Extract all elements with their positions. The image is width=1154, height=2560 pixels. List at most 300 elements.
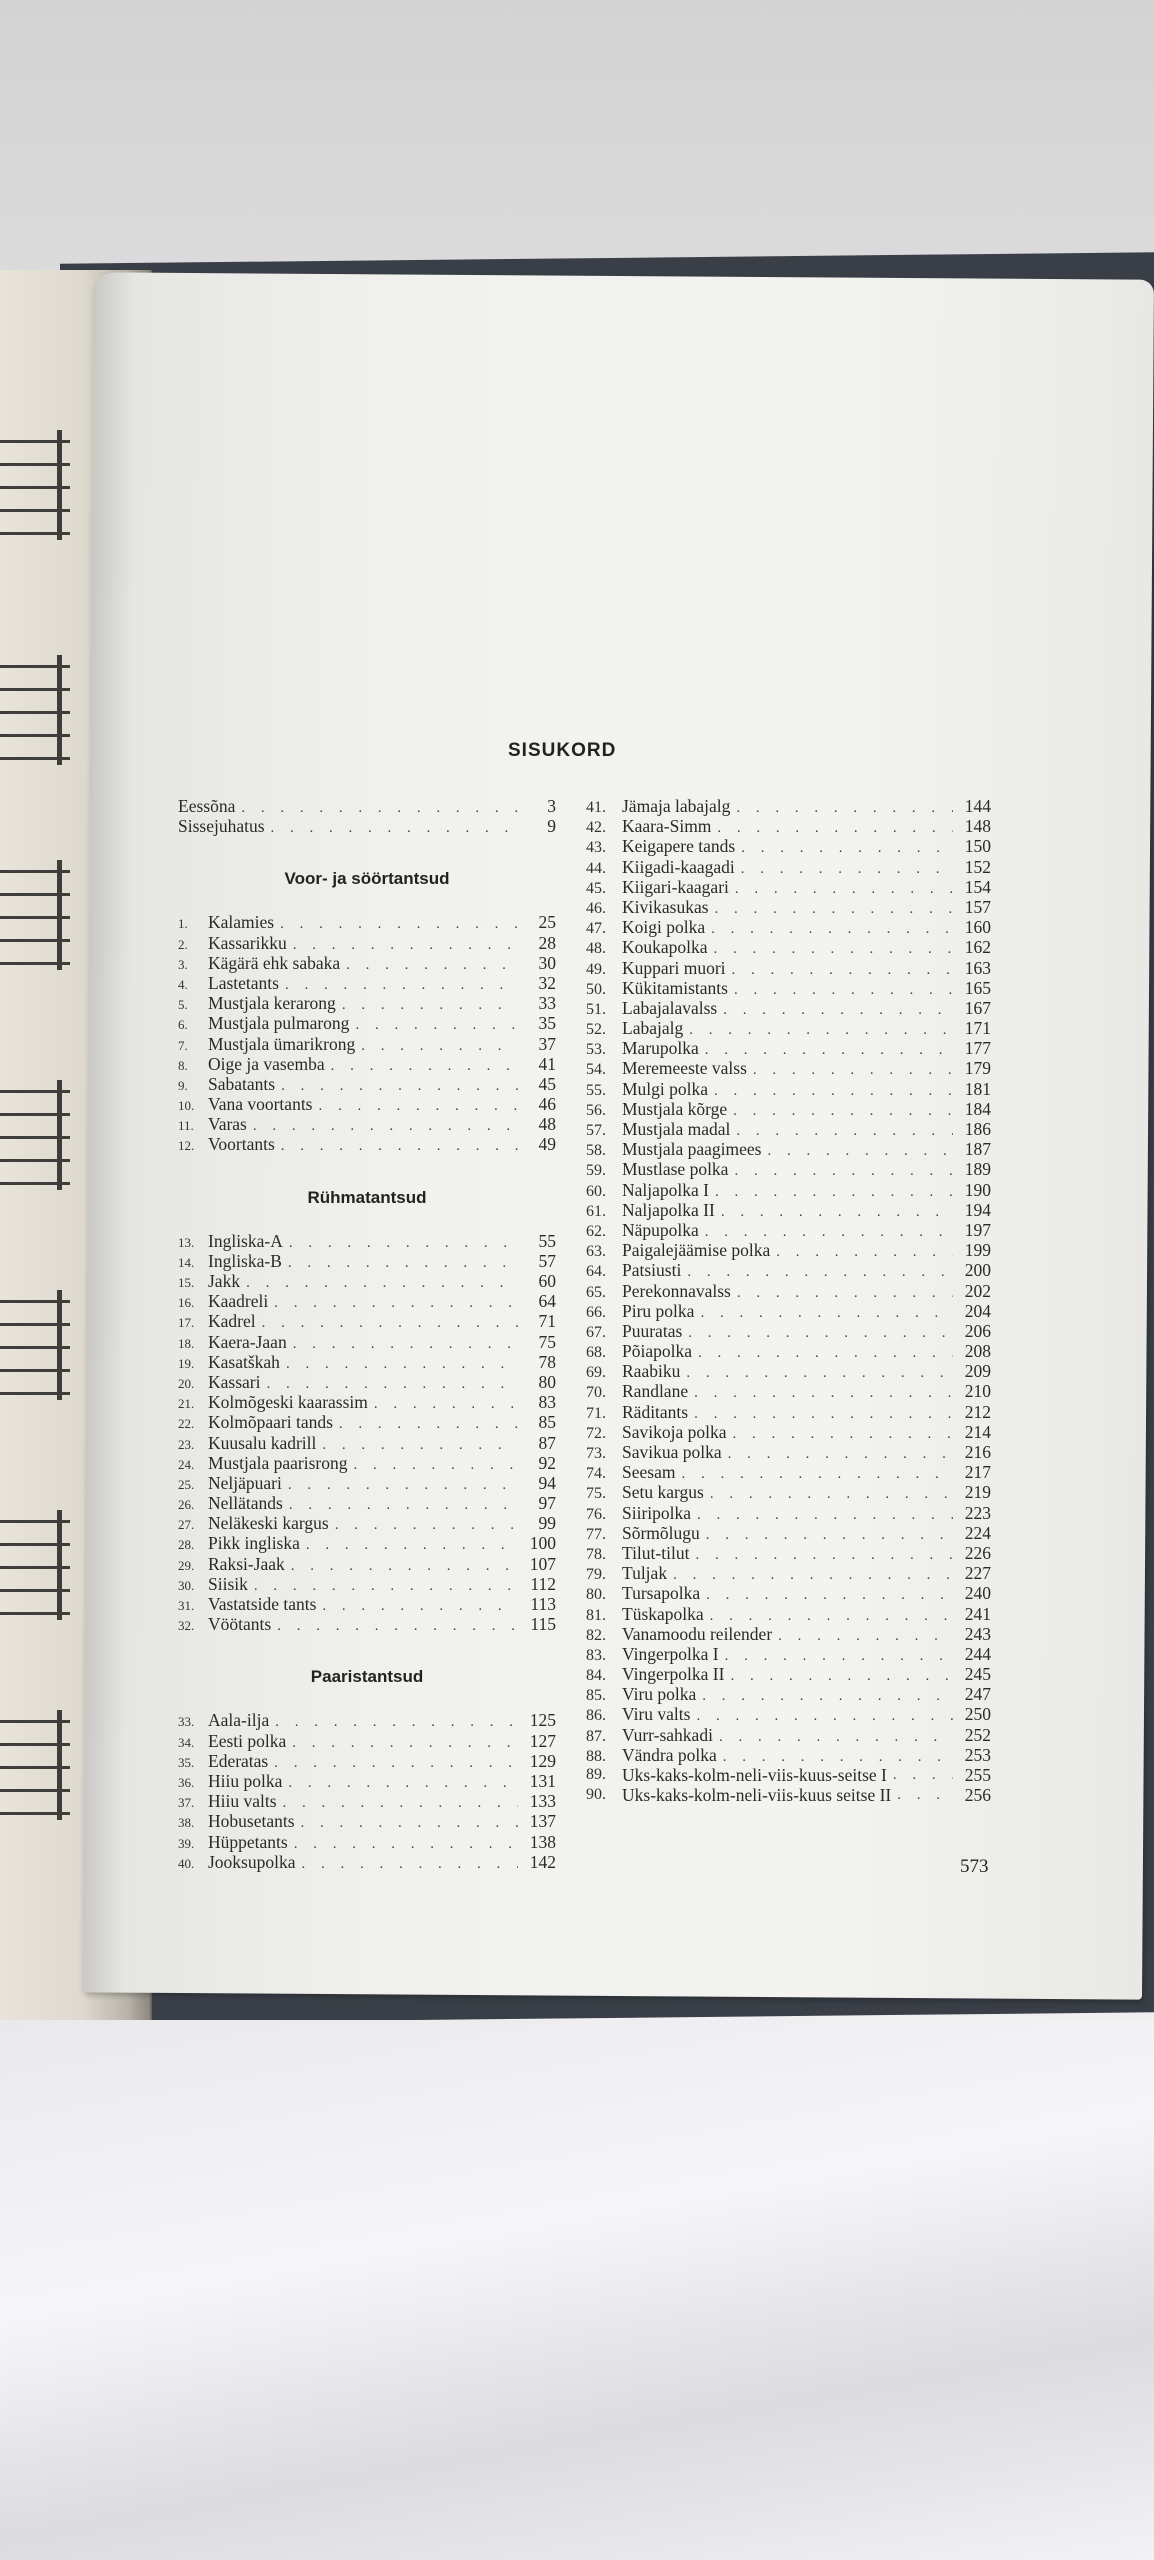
leader-dots [289, 1495, 518, 1515]
toc-entry [586, 1482, 991, 1502]
entry-number: 6. [178, 1017, 188, 1033]
leader-dots [241, 798, 518, 818]
toc-entry [178, 1392, 556, 1412]
entry-page: 9 [547, 816, 556, 837]
toc-entry [178, 1791, 556, 1811]
entry-page: 187 [964, 1139, 991, 1160]
toc-entry [586, 1018, 991, 1038]
entry-number: 14. [178, 1254, 195, 1270]
entry-number: 68. [586, 1344, 606, 1362]
entry-name: Nellätands [208, 1493, 283, 1514]
entry-page: 223 [964, 1502, 991, 1523]
entry-page: 83 [538, 1392, 556, 1413]
music-staff [0, 645, 70, 780]
entry-page: 97 [538, 1493, 556, 1514]
entry-page: 129 [529, 1750, 556, 1771]
leader-dots [281, 1136, 518, 1156]
toc-entry [586, 1301, 991, 1321]
leader-dots [262, 1313, 518, 1333]
entry-number: 71. [586, 1404, 606, 1422]
entry-name: Sissejuhatus [178, 816, 265, 837]
leader-dots [706, 1525, 953, 1545]
entry-number: 35. [178, 1754, 195, 1770]
entry-name: Oige ja vasemba [208, 1053, 325, 1074]
leader-dots [274, 1753, 518, 1773]
leader-dots [266, 1374, 518, 1394]
toc-entry [178, 816, 556, 836]
toc-entry [586, 1321, 991, 1341]
entry-number: 20. [178, 1375, 195, 1391]
entry-number: 15. [178, 1275, 195, 1290]
entry-name: Ingliska-B [208, 1250, 282, 1271]
entry-page: 100 [529, 1533, 556, 1554]
entry-name: Hiiu valts [208, 1791, 277, 1812]
entry-number: 83. [586, 1646, 606, 1664]
entry-page: 71 [538, 1311, 556, 1332]
entry-name: Räditants [622, 1401, 689, 1422]
toc-entry [586, 836, 991, 856]
entry-name: Neläkeski kargus [208, 1513, 329, 1534]
toc-entry [178, 1731, 556, 1751]
entry-name: Voortants [208, 1134, 275, 1155]
entry-page: 99 [538, 1513, 556, 1534]
leader-dots [322, 1596, 518, 1616]
entry-number: 40. [178, 1855, 195, 1871]
entry-name: Kaadreli [208, 1291, 269, 1312]
entry-page: 171 [964, 1018, 991, 1039]
entry-page: 247 [964, 1684, 991, 1705]
toc-entry [178, 1433, 556, 1453]
entry-number: 90. [586, 1786, 606, 1804]
entry-page: 64 [538, 1291, 556, 1312]
leader-dots [778, 1626, 953, 1646]
entry-name: Kiigari-kaagari [622, 876, 729, 897]
entry-page: 200 [964, 1260, 991, 1281]
entry-name: Mustjala madal [622, 1119, 731, 1139]
leader-dots [728, 1444, 953, 1464]
entry-name: Meremeeste valss [622, 1058, 747, 1079]
leader-dots [283, 1793, 518, 1813]
entry-name: Viru polka [622, 1684, 697, 1705]
entry-number: 21. [178, 1396, 195, 1412]
leader-dots [706, 1585, 953, 1605]
leader-dots [339, 1414, 518, 1434]
leader-dots [733, 1101, 953, 1121]
leader-dots [732, 960, 953, 980]
entry-name: Kaara-Simm [622, 816, 712, 837]
toc-entry [586, 1725, 991, 1745]
entry-page: 209 [964, 1361, 991, 1382]
entry-page: 80 [538, 1371, 556, 1392]
entry-name: Kassarikku [208, 932, 287, 953]
entry-page: 157 [964, 896, 991, 917]
entry-name: Kalamies [208, 912, 275, 933]
contents-right-column [586, 796, 991, 1805]
toc-entry [586, 1402, 991, 1422]
entry-page: 45 [538, 1073, 556, 1094]
entry-number: 81. [586, 1606, 606, 1624]
entry-page: 256 [964, 1785, 991, 1806]
leader-dots [711, 919, 953, 939]
entry-name: Uks-kaks-kolm-neli-viis-kuus seitse II [622, 1785, 892, 1806]
entry-name: Kolmõpaari tands [208, 1412, 333, 1433]
entry-page: 210 [964, 1381, 991, 1402]
entry-number: 63. [586, 1243, 606, 1261]
entry-page: 37 [538, 1033, 556, 1054]
entry-name: Siiripolka [622, 1502, 692, 1523]
entry-page: 150 [964, 836, 991, 857]
entry-name: Perekonnavalss [622, 1280, 731, 1301]
entry-number: 25. [178, 1476, 195, 1492]
entry-name: Kiigadi-kaagadi [622, 856, 735, 877]
leader-dots [288, 1253, 518, 1273]
toc-entry [586, 1119, 991, 1139]
entry-number: 61. [586, 1202, 606, 1220]
leader-dots [705, 1040, 953, 1060]
entry-name: Raabiku [622, 1361, 681, 1382]
entry-name: Tilut-tilut [622, 1542, 690, 1563]
leader-dots [319, 1096, 519, 1116]
entry-page: 162 [964, 937, 991, 958]
entry-name: Hobusetants [208, 1811, 295, 1832]
entry-name: Koigi polka [622, 917, 706, 938]
entry-page: 165 [964, 977, 991, 998]
entry-number: 24. [178, 1456, 195, 1472]
leader-dots [719, 1727, 953, 1747]
toc-entry [178, 1554, 556, 1574]
leader-dots [291, 1556, 518, 1576]
leader-dots [292, 1733, 518, 1753]
entry-page: 167 [964, 997, 991, 1018]
entry-page: 160 [964, 917, 991, 938]
toc-entry [586, 1563, 991, 1583]
toc-entry [178, 1034, 556, 1054]
leader-dots [705, 1222, 953, 1242]
music-staff [0, 420, 70, 555]
leader-dots [723, 1000, 953, 1020]
toc-entry [178, 953, 556, 973]
entry-page: 113 [530, 1594, 556, 1614]
entry-number: 51. [586, 1000, 606, 1018]
section-heading: Rühmatantsud [307, 1187, 427, 1207]
entry-number: 58. [586, 1142, 606, 1160]
entry-page: 219 [964, 1482, 991, 1503]
toc-entry [178, 933, 556, 953]
entry-number: 80. [586, 1586, 606, 1604]
entry-page: 137 [529, 1811, 556, 1832]
entry-number: 37. [178, 1795, 195, 1811]
entry-number: 62. [586, 1222, 606, 1240]
entry-page: 206 [964, 1320, 991, 1341]
toc-entry [586, 1281, 991, 1301]
entry-number: 28. [178, 1537, 195, 1553]
entry-page: 194 [964, 1199, 991, 1220]
toc-entry [178, 1114, 556, 1134]
entry-name: Neljäpuari [208, 1472, 282, 1493]
toc-entry [586, 1079, 991, 1099]
toc-entry [178, 1013, 556, 1033]
entry-number: 13. [178, 1234, 195, 1250]
leader-dots [688, 1323, 953, 1343]
entry-name: Piru polka [622, 1300, 695, 1321]
entry-page: 208 [964, 1341, 991, 1362]
entry-name: Mulgi polka [622, 1078, 709, 1099]
toc-entry [178, 1751, 556, 1771]
toc-entry [586, 998, 991, 1018]
leader-dots [294, 1834, 518, 1854]
leader-dots [734, 980, 953, 1000]
toc-entry [178, 1513, 556, 1533]
leader-dots [253, 1116, 518, 1136]
entry-number: 33. [178, 1714, 195, 1730]
leader-dots [696, 1706, 953, 1726]
toc-entry [586, 1159, 991, 1179]
entry-name: Kägärä ehk sabaka [208, 952, 341, 973]
entry-number: 66. [586, 1303, 606, 1321]
leader-dots [288, 1773, 518, 1793]
toc-entry [586, 1785, 991, 1805]
entry-number: 36. [178, 1774, 195, 1790]
entry-name: Raksi-Jaak [208, 1553, 285, 1574]
leader-dots [289, 1233, 518, 1253]
entry-number: 9. [178, 1077, 188, 1093]
entry-number: 23. [178, 1436, 195, 1452]
entry-page: 226 [964, 1542, 991, 1563]
entry-name: Kuusalu kadrill [208, 1432, 317, 1453]
toc-entry [586, 877, 991, 897]
entry-number: 41. [586, 799, 606, 816]
leader-dots [736, 798, 953, 818]
toc-entry [178, 973, 556, 993]
entry-name: Mustjala kerarong [208, 993, 336, 1014]
entry-number: 44. [586, 859, 606, 877]
entry-number: 10. [178, 1098, 195, 1114]
entry-name: Sõrmõlugu [622, 1522, 700, 1543]
toc-entry [586, 1523, 991, 1543]
leader-dots [686, 1363, 953, 1383]
page-title: SISUKORD [508, 740, 617, 761]
entry-page: 216 [964, 1442, 991, 1462]
entry-name: Vurr-sahkadi [622, 1724, 713, 1745]
toc-entry [178, 1231, 556, 1251]
toc-entry [586, 1058, 991, 1078]
entry-number: 42. [586, 819, 606, 837]
tablecloth-background [0, 2020, 1154, 2560]
section-heading: Voor- ja söörtantsud [284, 869, 450, 889]
leader-dots [288, 1475, 518, 1495]
toc-entry [586, 1543, 991, 1563]
toc-entry [586, 857, 991, 877]
leader-dots [735, 879, 953, 899]
entry-number: 19. [178, 1355, 195, 1371]
leader-dots [689, 1020, 953, 1040]
entry-number: 48. [586, 940, 606, 958]
entry-page: 133 [529, 1791, 556, 1812]
entry-number: 46. [586, 899, 606, 917]
entry-page: 204 [964, 1300, 991, 1321]
toc-entry [586, 1341, 991, 1361]
music-staff [0, 1280, 70, 1415]
entry-number: 72. [586, 1424, 606, 1442]
entry-page: 184 [964, 1098, 991, 1119]
leader-dots [700, 1303, 953, 1323]
entry-number: 4. [178, 976, 188, 992]
toc-entry [586, 937, 991, 957]
entry-page: 186 [964, 1119, 991, 1139]
entry-name: Mustjala ümarikrong [208, 1033, 356, 1054]
entry-name: Naljapolka II [622, 1199, 715, 1220]
entry-name: Jämaja labajalg [622, 796, 731, 816]
entry-page: 49 [538, 1134, 556, 1155]
entry-number: 60. [586, 1182, 606, 1200]
toc-entry [178, 1352, 556, 1372]
entry-number: 57. [586, 1122, 606, 1139]
leader-dots [741, 838, 953, 858]
leader-dots [733, 1424, 954, 1444]
entry-page: 250 [964, 1704, 991, 1725]
entry-number: 49. [586, 960, 606, 978]
entry-page: 115 [530, 1614, 556, 1635]
toc-entry [586, 978, 991, 998]
entry-number: 52. [586, 1021, 606, 1039]
section-heading: Paaristantsud [310, 1667, 424, 1687]
leader-dots [697, 1505, 953, 1525]
leader-dots [246, 1273, 518, 1293]
leader-dots [331, 1056, 518, 1076]
entry-number: 89. [586, 1766, 606, 1783]
entry-number: 30. [178, 1577, 195, 1593]
toc-entry [586, 1604, 991, 1624]
leader-dots [767, 1141, 953, 1161]
entry-page: 125 [529, 1710, 556, 1731]
toc-entry [178, 1311, 556, 1331]
toc-entry [586, 1381, 991, 1401]
toc-entry [178, 1533, 556, 1553]
toc-entry [178, 1412, 556, 1432]
entry-number: 79. [586, 1566, 606, 1584]
toc-entry [178, 1291, 556, 1311]
entry-name: Vanamoodu reilender [622, 1623, 773, 1644]
leader-dots [753, 1060, 953, 1080]
entry-name: Tüskapolka [622, 1603, 704, 1624]
entry-name: Puuratas [622, 1320, 683, 1341]
leader-dots [293, 1334, 518, 1354]
leader-dots [346, 955, 518, 975]
entry-page: 94 [538, 1472, 556, 1493]
toc-entry [178, 1473, 556, 1493]
toc-entry [178, 796, 556, 816]
entry-number: 70. [586, 1384, 606, 1402]
entry-number: 45. [586, 879, 606, 897]
leader-dots [714, 1081, 953, 1101]
entry-number: 88. [586, 1747, 606, 1765]
leader-dots [281, 1076, 518, 1096]
entry-page: 227 [964, 1563, 991, 1584]
entry-page: 35 [538, 1013, 556, 1034]
leader-dots [723, 1747, 953, 1767]
entry-number: 65. [586, 1283, 606, 1301]
toc-entry [178, 1594, 556, 1614]
toc-entry [586, 1038, 991, 1058]
leader-dots [741, 859, 953, 879]
entry-page: 85 [538, 1412, 556, 1433]
entry-name: Hüppetants [208, 1831, 288, 1852]
leader-dots [736, 1121, 953, 1141]
leader-dots [737, 1283, 953, 1303]
music-staff [0, 1070, 70, 1205]
left-page-music-staves [0, 290, 70, 2070]
entry-number: 86. [586, 1707, 606, 1725]
entry-page: 87 [538, 1432, 556, 1453]
toc-entry [178, 1134, 556, 1154]
entry-number: 34. [178, 1734, 195, 1750]
toc-entry [178, 1614, 556, 1634]
entry-name: Tuljak [622, 1563, 668, 1584]
entry-page: 241 [964, 1603, 991, 1624]
entry-number: 12. [178, 1138, 195, 1154]
leader-dots [271, 818, 518, 838]
leader-dots [374, 1394, 518, 1414]
entry-name: Vingerpolka II [622, 1664, 725, 1685]
entry-page: 245 [964, 1664, 991, 1685]
entry-name: Vana voortants [208, 1094, 313, 1115]
entry-name: Pikk ingliska [208, 1533, 300, 1554]
toc-entry [178, 993, 556, 1013]
entry-name: Põiapolka [622, 1341, 692, 1362]
entry-number: 27. [178, 1517, 195, 1533]
entry-number: 2. [178, 936, 188, 952]
entry-page: 243 [964, 1623, 991, 1644]
toc-entry [586, 1644, 991, 1664]
entry-page: 224 [964, 1522, 991, 1543]
toc-entry [178, 1574, 556, 1594]
entry-page: 189 [964, 1159, 991, 1180]
leader-dots [710, 1484, 953, 1504]
entry-page: 55 [538, 1230, 556, 1251]
entry-name: Keigapere tands [622, 836, 736, 857]
entry-number: 47. [586, 920, 606, 938]
entry-number: 7. [178, 1037, 188, 1053]
entry-number: 69. [586, 1364, 606, 1382]
entry-name: Kasatškah [208, 1351, 280, 1372]
entry-name: Mustjala paagimees [622, 1139, 762, 1160]
leader-dots [302, 1854, 519, 1874]
leader-dots [714, 939, 953, 959]
entry-page: 127 [529, 1730, 556, 1751]
toc-entry [586, 1422, 991, 1442]
leader-dots [301, 1813, 518, 1833]
toc-entry [586, 1462, 991, 1482]
toc-entry [178, 1832, 556, 1852]
toc-entry [178, 1811, 556, 1831]
entry-name: Mustjala kõrge [622, 1098, 728, 1119]
entry-name: Sabatants [208, 1073, 276, 1094]
entry-page: 57 [538, 1250, 556, 1271]
entry-number: 22. [178, 1416, 195, 1432]
entry-name: Eessõna [178, 796, 236, 816]
toc-entry [178, 1094, 556, 1114]
leader-dots [285, 975, 518, 995]
toc-entry [586, 1503, 991, 1523]
toc-entry [586, 1361, 991, 1381]
entry-name: Paigalejäämise polka [622, 1240, 771, 1261]
entry-name: Kuppari muori [622, 957, 726, 978]
entry-number: 31. [178, 1598, 195, 1613]
entry-page: 154 [964, 876, 991, 897]
entry-page: 253 [964, 1744, 991, 1765]
entry-name: Kivikasukas [622, 896, 709, 917]
music-staff [0, 1500, 70, 1635]
